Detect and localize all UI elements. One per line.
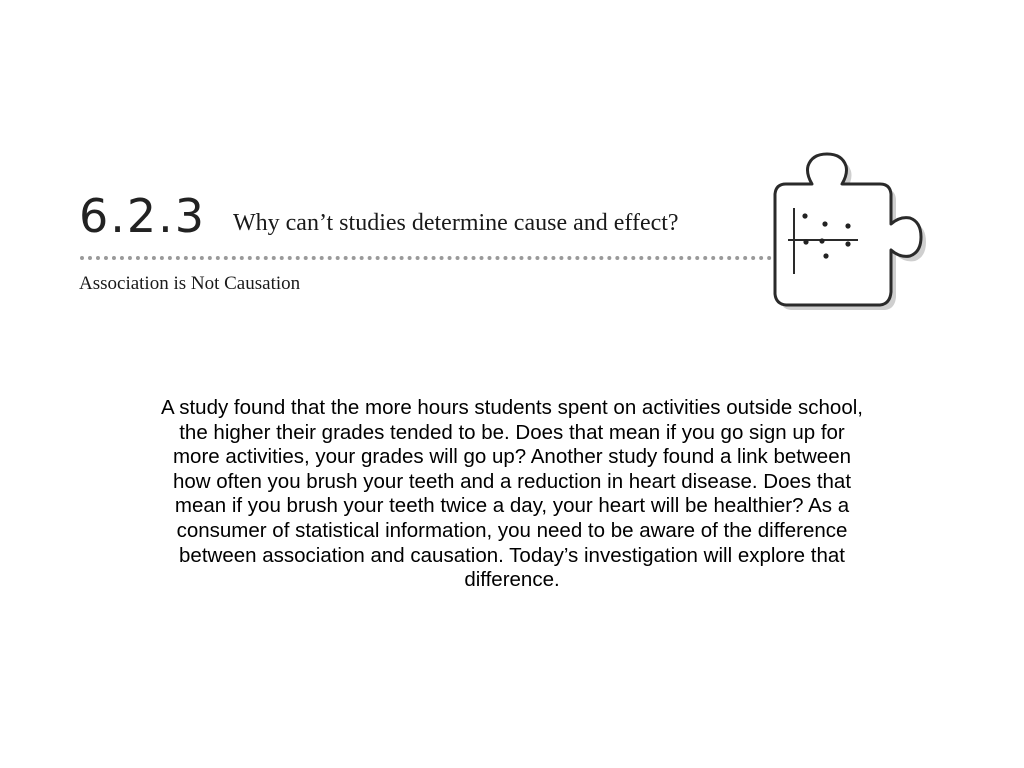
scatter-dot (822, 221, 827, 226)
scatter-dot (802, 213, 807, 218)
lesson-number: 6.2.3 (79, 189, 207, 243)
puzzle-piece-scatterplot-icon (760, 144, 930, 314)
dotted-divider (80, 256, 780, 260)
scatter-dot (845, 223, 850, 228)
lesson-title: Why can’t studies determine cause and effect? (233, 210, 679, 236)
scatter-dot (845, 241, 850, 246)
body-paragraph: A study found that the more hours students spent on activities outside school, the higher their grades tended to be. Does that mean if you go sign up for more activities, your grades will go up? Another study found a link between how often you brush your teeth and a reduction in heart disease. Does that mean if you brush your teeth twice a day, your heart will be healthier? As a consumer of statistical information, you need to be aware of the difference between association and causation. Today’s investigation will explore that difference. (161, 396, 863, 592)
lesson-subtitle: Association is Not Causation (79, 273, 301, 294)
scatter-dot (803, 239, 808, 244)
scatter-dot (823, 253, 828, 258)
scatter-dot (819, 238, 824, 243)
